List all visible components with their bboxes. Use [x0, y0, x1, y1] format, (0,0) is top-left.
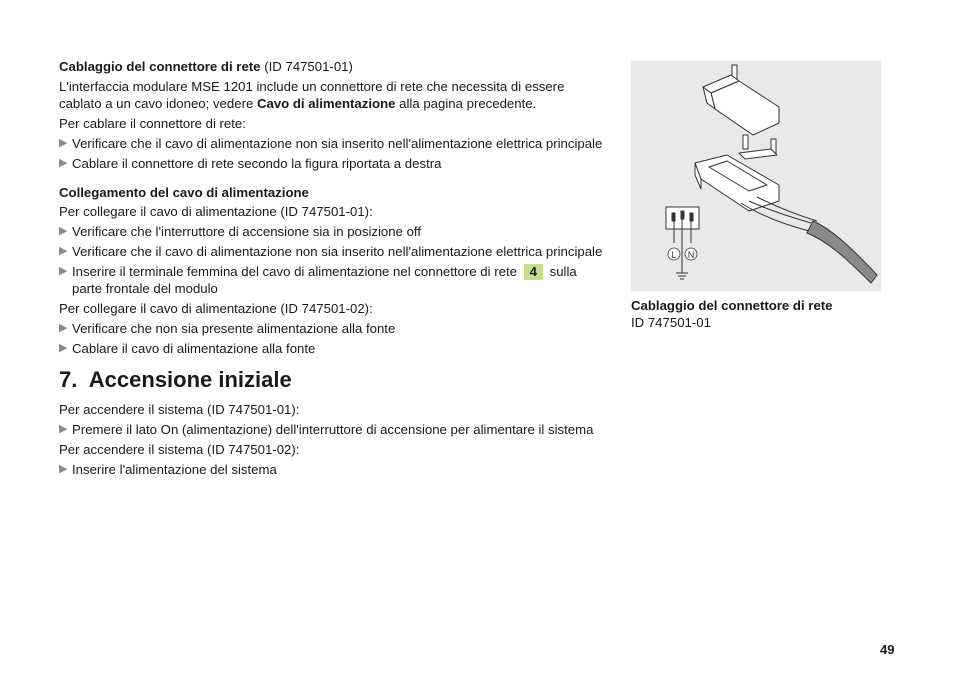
- step-text: Verificare che l'interruttore di accensione sia in posizione off: [72, 224, 422, 239]
- connect-lead-1: Per collegare il cavo di alimentazione (ID 747501-01):: [59, 204, 373, 219]
- pin-shape: [672, 213, 675, 221]
- bullet-arrow-icon: ▶: [59, 157, 68, 169]
- bullet-arrow-icon: ▶: [59, 265, 68, 277]
- list-item: [59, 461, 604, 478]
- bullet-arrow-icon: ▶: [59, 322, 68, 334]
- bullet-arrow-icon: ▶: [59, 245, 68, 257]
- step-text-part: Inserire il terminale femmina del cavo di alimentazione nel connettore di rete: [72, 264, 517, 279]
- step-text: Verificare che non sia presente alimentazione alla fonte: [72, 321, 396, 336]
- clamp-shape: [739, 149, 777, 159]
- list-item: [59, 135, 604, 152]
- pin-shape: [681, 211, 684, 219]
- cable-shape: [807, 221, 877, 283]
- intro-paragraph: [59, 78, 604, 112]
- section-title-id: (ID 747501-01): [264, 59, 353, 74]
- list-item: [59, 263, 604, 297]
- wiring-lead: Per cablare il connettore di rete:: [59, 116, 246, 131]
- bullet-arrow-icon: ▶: [59, 137, 68, 149]
- step-text: Cablare il cavo di alimentazione alla fonte: [72, 341, 316, 356]
- chapter-heading: [59, 366, 604, 394]
- intro-text-2: alla pagina precedente.: [395, 96, 537, 111]
- list-item: [59, 320, 604, 337]
- list-item: [59, 155, 604, 172]
- screw-shape: [743, 135, 748, 149]
- chapter-title: Accensione iniziale: [88, 367, 292, 392]
- bullet-arrow-icon: ▶: [59, 225, 68, 237]
- step-text-part: sulla parte frontale del modulo: [72, 264, 577, 296]
- list-item: [59, 340, 604, 357]
- earth-icon: [676, 273, 688, 279]
- connect-lead-2: Per collegare il cavo di alimentazione (ID 747501-02):: [59, 301, 373, 316]
- step-text: Premere il lato On (alimentazione) dell'interruttore di accensione per alimentare il sistema: [72, 422, 594, 437]
- section-heading-wiring: [59, 58, 604, 75]
- bullet-arrow-icon: ▶: [59, 463, 68, 475]
- caption-id: ID 747501-01: [631, 315, 711, 330]
- section-title: Cablaggio del connettore di rete: [59, 59, 261, 74]
- figure-caption: [631, 297, 891, 331]
- caption-title: Cablaggio del connettore di rete: [631, 298, 833, 313]
- intro-text-1: L'interfaccia modulare MSE 1201 include un connettore di rete che necessita di essere cablato a un cavo idoneo; vedere: [59, 79, 565, 111]
- step-text: Inserire l'alimentazione del sistema: [72, 462, 277, 477]
- label-n-text: N: [687, 250, 695, 260]
- list-item: [59, 223, 604, 240]
- startup-lead-1: Per accendere il sistema (ID 747501-01):: [59, 402, 300, 417]
- label-l-text: L: [671, 250, 677, 260]
- step-text: [72, 263, 604, 297]
- startup-lead-2: Per accendere il sistema (ID 747501-02):: [59, 442, 300, 457]
- bullet-arrow-icon: ▶: [59, 423, 68, 435]
- subsection-title: Collegamento del cavo di alimentazione: [59, 185, 309, 200]
- chapter-number: 7.: [59, 367, 78, 392]
- pin-shape: [690, 213, 693, 221]
- bullet-arrow-icon: ▶: [59, 342, 68, 354]
- step-text: Verificare che il cavo di alimentazione non sia inserito nell'alimentazione elettrica principale: [72, 136, 603, 151]
- step-text: Verificare che il cavo di alimentazione non sia inserito nell'alimentazione elettrica principale: [72, 244, 603, 259]
- page-number: 49: [880, 642, 895, 657]
- cover-body-shape: [711, 81, 779, 135]
- step-text: Cablare il connettore di rete secondo la figura riportata a destra: [72, 156, 442, 171]
- connector-wiring-figure: [631, 61, 881, 291]
- list-item: [59, 243, 604, 260]
- list-item: [59, 421, 604, 438]
- intro-reference: Cavo di alimentazione: [256, 96, 396, 111]
- connector-exploded-drawing: [631, 61, 881, 291]
- main-column: [59, 58, 604, 481]
- connector-number-badge: 4: [524, 264, 543, 280]
